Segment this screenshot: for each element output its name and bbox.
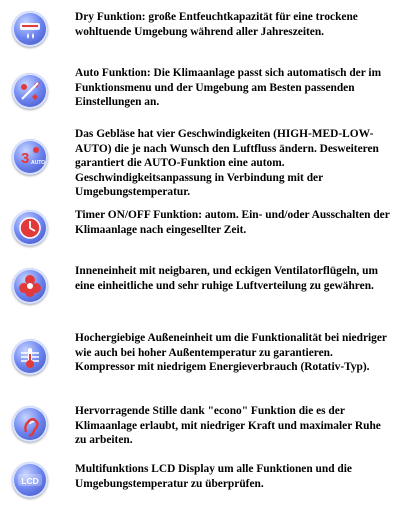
fan-speed-number: 3	[21, 150, 30, 167]
dry-droplet-icon	[12, 11, 48, 47]
feature-text: Hochergiebige Außeneinheit um die Funktionalität bei niedriger wie auch bei hoher Außentemperatur zu garantieren. Kompressor mit niedrigem Energieverbrauch (Rotativ-Typ).	[75, 332, 387, 374]
fan-speed-sublabel: AUTO	[31, 160, 46, 166]
louver-fan-icon	[12, 268, 48, 304]
feature-text: Auto Funktion: Die Klimaanlage passt sich automatisch der im Funktionsmenu und der Umgebung am Besten passenden Einstellungen an.	[75, 67, 382, 109]
fan-speed-icon	[12, 139, 48, 175]
econo-silent-ear-icon	[12, 406, 48, 442]
lcd-display-icon	[12, 462, 48, 498]
feature-text: Hervorragende Stille dank "econo" Funktion die es der Klimaanlage erlaubt, mit niedriger Kraft und maximaler Ruhe zu arbeiten.	[75, 405, 381, 447]
timer-clock-icon	[12, 210, 48, 246]
feature-text: Timer ON/OFF Funktion: autom. Ein- und/oder Ausschalten der Klimaanlage nach eingesellter Zeit.	[75, 209, 390, 236]
feature-text: Inneneinheit mit neigbaren, und eckigen Ventilatorflügeln, um eine einheitliche und sehr ruhige Luftverteilung zu gewähren.	[75, 265, 378, 292]
lcd-label: LCD	[21, 476, 39, 486]
feature-text: Das Gebläse hat vier Geschwindigkeiten (HIGH-MED-LOW-AUTO) die je nach Wunsch den Luftfluss ändern. Desweiteren garantiert die AUTO-Funktion eine autom. Geschwindigkeitsanpassung in Verbindung mit der Umgebungstemperatur.	[75, 128, 379, 199]
feature-text: Dry Funktion: große Entfeuchtkapazität für eine trockene wohltuende Umgebung während aller Jahreszeiten.	[75, 11, 358, 38]
outdoor-unit-temperature-icon	[12, 339, 48, 375]
feature-text: Multifunktions LCD Display um alle Funktionen und die Umgebungstemperatur zu überprüfen.	[75, 463, 352, 490]
auto-mode-icon	[12, 73, 48, 109]
